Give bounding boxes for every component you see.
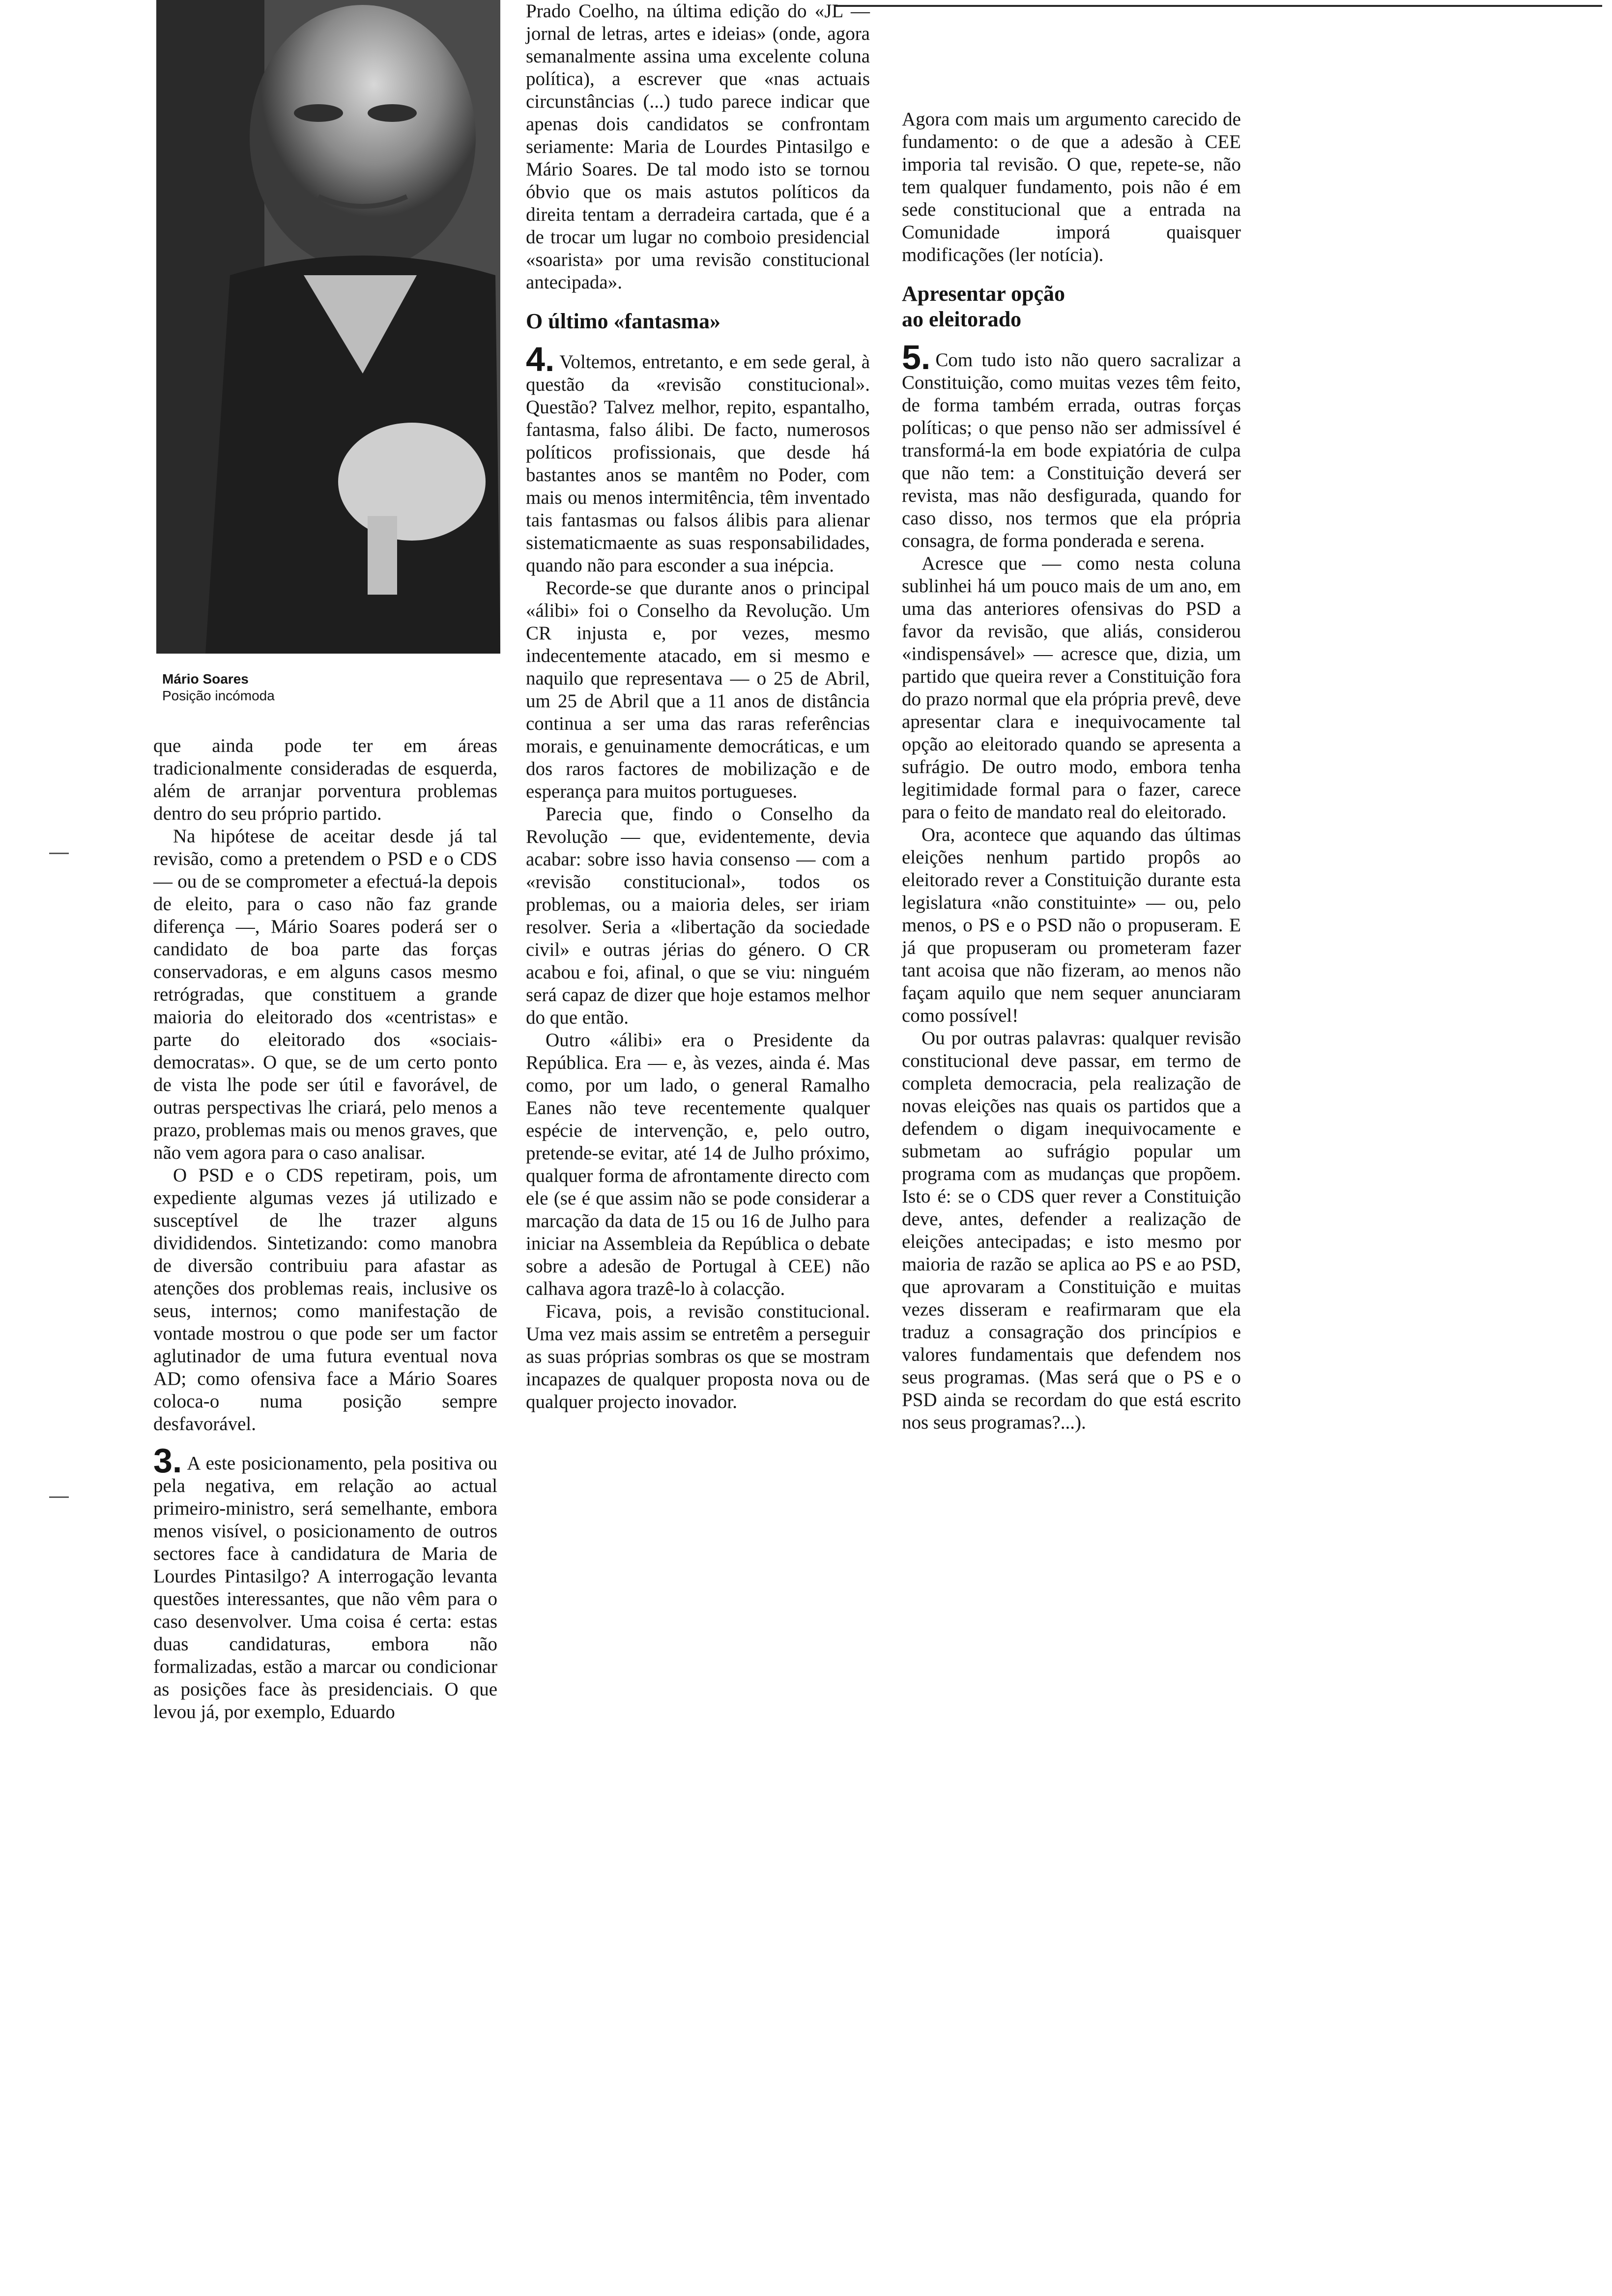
section-4	[526, 340, 870, 577]
margin-mark	[49, 1496, 69, 1498]
paragraph: O PSD e o CDS repetiram, pois, um expediente algumas vezes já utilizado e susceptível de lhe trazer alguns divididendos. Sintetizando: como manobra de diversão contribuiu para afastar as atenções dos problemas reais, inclusive os seus, internos; como manifestação de vontade mostrou o que pode ser um factor aglutinador de uma futura eventual nova AD; como ofensiva face a Mário Soares coloca-o numa posição sempre desfavorável.	[153, 1165, 497, 1435]
subheading	[902, 281, 1241, 332]
subheading: O último «fantasma»	[526, 309, 720, 333]
paragraph: Recorde-se que durante anos o principal «álibi» foi o Conselho da Revolução. Um CR injusta e, por vezes, mesmo indecentemente atacado, em si mesmo e naquilo que representava — o 25 de Abril, um 25 de Abril que a 11 anos de distância continua a ser uma das raras referências morais, e genuinamente democráticas, e um dos raros factores de mobilização e de esperança para muitos portugueses.	[526, 577, 870, 802]
caption-name: Mário Soares	[162, 671, 249, 687]
section-number: 4.	[526, 340, 555, 378]
photo-caption	[162, 671, 275, 704]
margin-mark	[49, 853, 69, 854]
paragraph: Prado Coelho, na última edição do «JL — jornal de letras, artes e ideias» (onde, agora semanalmente assina uma excelente coluna política), a escrever que «nas actuais circunstâncias (...) tudo parece indicar que apenas dois candidatos se confrontam seriamente: Maria de Lourdes Pintasilgo e Mário Soares. De tal modo isto se tornou óbvio que os mais astutos políticos da direita tentam a derradeira cartada, que é a de trocar um lugar no comboio presidencial «soarista» por uma revisão constitucional antecipada».	[526, 0, 870, 293]
top-rule	[835, 5, 1602, 7]
paragraph: Ora, acontece que aquando das últimas eleições nenhum partido propôs ao eleitorado rever a Constituição durante esta legislatura «não constituinte» — ou, pelo menos, o PS e o PSD não o propuseram. E já que propuseram ou prometeram fazer tant acoisa que não fizeram, ao menos não façam aquilo que nem sequer anunciaram como possível!	[902, 824, 1241, 1026]
article-column-3	[902, 108, 1241, 1434]
section-number: 3.	[153, 1441, 182, 1480]
paragraph: Ou por outras palavras: qualquer revisão constitucional deve passar, em termo de completa democracia, pela realização de novas eleições nas quais os partidos que a defendem o digam inequivocamente e submetam ao sufrágio popular um programa com as mudanças que propõem. Isto é: se o CDS quer rever a Constituição deve, antes, defender a realização de eleições antecipadas; e isto mesmo por maioria de razão se aplica ao PS e ao PSD, que aprovaram a Constituição e muitas vezes disseram e reafirmaram que ela traduz a consagração dos princípios e valores fundamentais que defendem nos seus programas. (Mas será que o PS e o PSD ainda se recordam do que está escrito nos seus programas?...).	[902, 1028, 1241, 1433]
paragraph: Na hipótese de aceitar desde já tal revisão, como a pretendem o PSD e o CDS — ou de se comprometer a efectuá-la depois de eleito, para o caso não faz grande diferença —, Mário Soares poderá ser o candidato de boa parte das forças conservadoras, e em alguns casos mesmo retrógradas, que constituem a grande maioria do eleitorado dos «centristas» e parte do eleitorado dos «sociais-democratas». O que, se de um certo ponto de vista lhe pode ser útil e favorável, de outras perspectivas lhe criará, pelo menos a prazo, problemas mais ou menos graves, que não vem agora para o caso analisar.	[153, 826, 497, 1163]
section-text: Com tudo isto não quero sacralizar a Constituição, como muitas vezes têm feito, de forma também errada, outras forças políticas; o que penso não ser admissível é transformá-la em bode expiatória de culpa que não tem: a Constituição deverá ser revista, mas não desfigurada, quando for caso disso, nos termos que ela própria consagra, de forma ponderada e serena.	[902, 349, 1241, 551]
section-number: 5.	[902, 338, 931, 376]
portrait-image	[156, 0, 500, 654]
section-3	[153, 1441, 497, 1723]
section-5	[902, 338, 1241, 552]
article-column-1	[153, 735, 497, 1723]
portrait-photo	[156, 0, 500, 654]
paragraph: Parecia que, findo o Conselho da Revolução — que, evidentemente, devia acabar: sobre isso havia consenso — com a «revisão constitucional», todos os problemas, ou a maioria deles, ser iriam resolver. Seria a «libertação da sociedade civil» e outras jérias do género. O CR acabou e foi, afinal, o que se viu: ninguém será capaz de dizer que hoje estamos melhor do que então.	[526, 804, 870, 1028]
paragraph: que ainda pode ter em áreas tradicionalmente consideradas de esquerda, além de arranjar porventura problemas dentro do seu próprio partido.	[153, 735, 497, 824]
paragraph: Agora com mais um argumento carecido de fundamento: o de que a adesão à CEE imporia tal revisão. O que, repete-se, não tem qualquer fundamento, pois não é em sede constitucional que a entrada na Comunidade imporá quaisquer modificações (ler notícia).	[902, 109, 1241, 265]
subheading-line: ao eleitorado	[902, 307, 1022, 331]
caption-subtitle: Posição incómoda	[162, 688, 275, 703]
article-column-2	[526, 0, 870, 1413]
paragraph: Outro «álibi» era o Presidente da República. Era — e, às vezes, ainda é. Mas como, por um lado, o general Ramalho Eanes não teve recentemente qualquer espécie de intervenção, e, pelo outro, pretende-se evitar, até 14 de Julho próximo, qualquer forma de afrontamente directo com ele (se é que assim não se pode considerar a marcação da data de 15 ou 16 de Julho para iniciar na Assembleia da República o debate sobre a adesão de Portugal à CEE) não calhava agora trazê-lo à colacção.	[526, 1030, 870, 1299]
paragraph: Ficava, pois, a revisão constitucional. Uma vez mais assim se entretêm a perseguir as suas próprias sombras os que se mostram incapazes de qualquer proposta nova ou de qualquer projecto inovador.	[526, 1301, 870, 1412]
section-text: Voltemos, entretanto, e em sede geral, à questão da «revisão constitucional». Questão? Talvez melhor, repito, espantalho, fantasma, falso álibi. De facto, numerosos políticos profissionais, que desde há bastantes anos se mantêm no Poder, com mais ou menos intermitência, têm inventado tais fantasmas ou falsos álibis para alienar sistematicmaente as suas responsabilidades, quando não para esconder a sua inépcia.	[526, 351, 870, 576]
paragraph: Acresce que — como nesta coluna sublinhei há um pouco mais de um ano, em uma das anteriores ofensivas do PSD a favor da revisão, que aliás, considerou «indispensável» — acresce que, dizia, um partido que queira rever a Constituição fora do prazo normal que ela própria prevê, deve apresentar clara e inequivocamente tal opção ao eleitorado quando se apresenta a sufrágio. De outro modo, embora tenha legitimidade formal para o fazer, carece para o feito de mandato real do eleitorado.	[902, 553, 1241, 823]
subheading-line: Apresentar opção	[902, 282, 1065, 306]
section-text: A este posicionamento, pela positiva ou pela negativa, em relação ao actual primeiro-ministro, será semelhante, embora menos visível, o posicionamento de outros sectores face à candidatura de Maria de Lourdes Pintasilgo? A interrogação levanta questões interessantes, que não vêm para o caso desenvolver. Uma coisa é certa: estas duas candidaturas, embora não formalizadas, estão a marcar ou condicionar as posições face às presidenciais. O que levou já, por exemplo, Eduardo	[153, 1453, 497, 1722]
